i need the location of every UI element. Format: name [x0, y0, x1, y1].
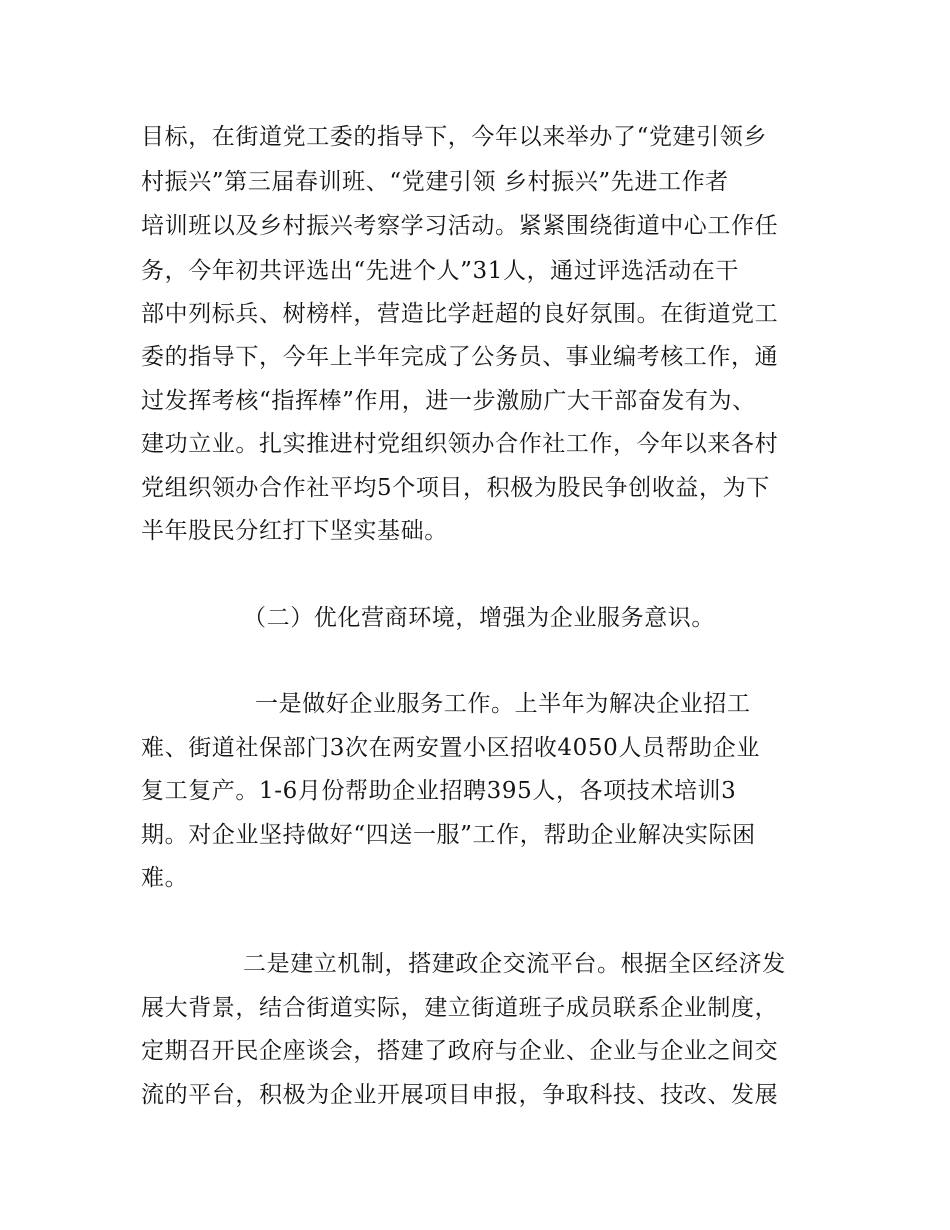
paragraph-1-line: 建功立业。扎实推进村党组织领办合作社工作，今年以来各村	[141, 431, 779, 457]
paragraph-3-line: 流的平台，积极为企业开展项目申报，争取科技、技改、发展	[141, 1082, 779, 1108]
paragraph-2-line: 复工复产。1-6月份帮助企业招聘395人，各项技术培训3	[141, 778, 737, 804]
paragraph-2-line: 难、街道社保部门3次在两安置小区招收4050人员帮助企业	[141, 735, 760, 761]
paragraph-1-line: 过发挥考核“指挥棒”作用，进一步激励广大干部奋发有为、	[141, 388, 756, 414]
paragraph-2-line: 期。对企业坚持做好“四送一服”工作，帮助企业解决实际困	[141, 822, 756, 848]
paragraph-2-line: 一是做好企业服务工作。上半年为解决企业招工	[255, 691, 751, 717]
paragraph-3-line: 定期召开民企座谈会，搭建了政府与企业、企业与企业之间交	[141, 1038, 779, 1064]
paragraph-1-line: 半年股民分红打下坚实基础。	[141, 518, 448, 544]
paragraph-1-line: 党组织领办合作社平均5个项目，积极为股民争创收益，为下	[141, 475, 770, 501]
paragraph-1-line: 部中列标兵、树榜样，营造比学赶超的良好氛围。在街道党工	[141, 301, 779, 327]
paragraph-3-line: 二是建立机制，搭建政企交流平台。根据全区经济发	[243, 951, 786, 977]
paragraph-3-line: 展大背景，结合街道实际，建立街道班子成员联系企业制度，	[141, 995, 779, 1021]
paragraph-1-line: 村振兴”第三届春训班、“党建引领 乡村振兴”先进工作者	[141, 169, 729, 195]
paragraph-1-line: 培训班以及乡村振兴考察学习活动。紧紧围绕街道中心工作任	[141, 213, 779, 239]
paragraph-2-line: 难。	[141, 865, 189, 891]
paragraph-1-line: 务，今年初共评选出“先进个人”31人，通过评选活动在干	[141, 258, 739, 284]
paragraph-1-line: 目标，在街道党工委的指导下，今年以来举办了“党建引领乡	[141, 124, 767, 150]
section-heading: （二）优化营商环境，增强为企业服务意识。	[243, 605, 715, 631]
paragraph-1-line: 委的指导下，今年上半年完成了公务员、事业编考核工作，通	[141, 344, 779, 370]
